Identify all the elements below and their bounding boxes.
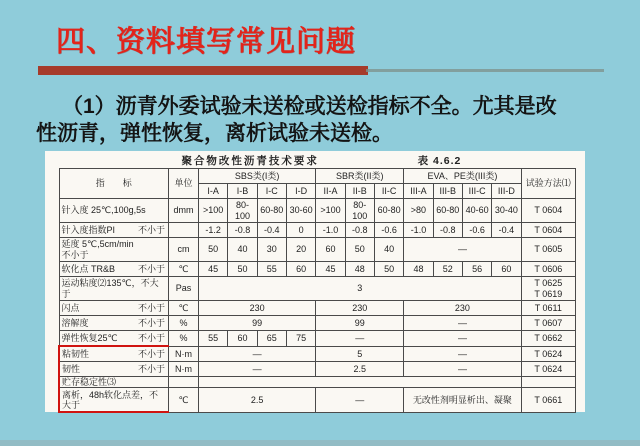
value-cell: 40-60 bbox=[462, 199, 491, 223]
col-header-class: III-D bbox=[492, 184, 521, 199]
value-cell: 60-80 bbox=[257, 199, 286, 223]
indicator-cell: 粘韧性 不小于 bbox=[59, 346, 169, 362]
value-cell bbox=[198, 377, 521, 388]
value-cell: — bbox=[198, 346, 315, 362]
value-cell: -0.6 bbox=[374, 223, 403, 238]
table-row bbox=[59, 388, 576, 413]
method-cell: T 0605 bbox=[521, 238, 575, 262]
col-header-class: III-C bbox=[462, 184, 491, 199]
value-cell: 30 bbox=[257, 238, 286, 262]
value-cell: 55 bbox=[257, 262, 286, 277]
unit-cell: ℃ bbox=[169, 301, 199, 316]
table-row bbox=[59, 262, 576, 277]
value-cell: -0.4 bbox=[492, 223, 521, 238]
table-row bbox=[59, 277, 576, 301]
value-cell: -0.8 bbox=[228, 223, 257, 238]
value-cell: 230 bbox=[316, 301, 404, 316]
table-row bbox=[59, 238, 576, 262]
value-cell: 0 bbox=[286, 223, 315, 238]
col-header-class: I-D bbox=[286, 184, 315, 199]
value-cell: — bbox=[404, 238, 521, 262]
table-number: 表 4.6.2 bbox=[417, 155, 462, 167]
col-header-class: III-B bbox=[433, 184, 462, 199]
value-cell: — bbox=[404, 346, 521, 362]
value-cell: 60-80 bbox=[433, 199, 462, 223]
value-cell: 60 bbox=[492, 262, 521, 277]
value-cell: -0.8 bbox=[345, 223, 374, 238]
indicator-cell: 溶解度 不小于 bbox=[59, 316, 169, 331]
value-cell: 3 bbox=[198, 277, 521, 301]
unit-cell: N·m bbox=[169, 346, 199, 362]
unit-cell: Pas bbox=[169, 277, 199, 301]
value-cell: >100 bbox=[316, 199, 345, 223]
method-cell: T 0604 bbox=[521, 223, 575, 238]
table-caption bbox=[45, 151, 585, 168]
unit-cell: ℃ bbox=[169, 262, 199, 277]
method-cell: T 0611 bbox=[521, 301, 575, 316]
value-cell: 30-40 bbox=[492, 199, 521, 223]
value-cell: 65 bbox=[257, 331, 286, 347]
unit-cell bbox=[169, 377, 199, 388]
col-header-class: II-C bbox=[374, 184, 403, 199]
value-cell: 50 bbox=[374, 262, 403, 277]
col-header-group: EVA、PE类(III类) bbox=[404, 169, 521, 184]
value-cell: 40 bbox=[374, 238, 403, 262]
unit-cell bbox=[169, 223, 199, 238]
value-cell: 75 bbox=[286, 331, 315, 347]
value-cell: — bbox=[316, 331, 404, 347]
unit-cell: ℃ bbox=[169, 388, 199, 413]
value-cell: 56 bbox=[462, 262, 491, 277]
value-cell: -0.6 bbox=[462, 223, 491, 238]
value-cell: 5 bbox=[316, 346, 404, 362]
value-cell: 50 bbox=[345, 238, 374, 262]
unit-cell: cm bbox=[169, 238, 199, 262]
value-cell: 45 bbox=[198, 262, 227, 277]
table-panel bbox=[45, 151, 585, 412]
indicator-cell: 软化点 TR&B 不小于 bbox=[59, 262, 169, 277]
indicator-cell: 离析，48h软化点差，不 大于 bbox=[59, 388, 169, 413]
title-underline-extension bbox=[366, 69, 604, 72]
table-row bbox=[59, 199, 576, 223]
table-row bbox=[59, 316, 576, 331]
value-cell: 30-60 bbox=[286, 199, 315, 223]
indicator-cell: 运动粘度⑵135℃，不大 于 bbox=[59, 277, 169, 301]
value-cell: 60 bbox=[286, 262, 315, 277]
method-cell: T 0606 bbox=[521, 262, 575, 277]
table-row bbox=[59, 346, 576, 362]
method-cell: T 0661 bbox=[521, 388, 575, 413]
table-row bbox=[59, 377, 576, 388]
value-cell: 无改性剂明显析出、凝聚 bbox=[404, 388, 521, 413]
unit-cell: dmm bbox=[169, 199, 199, 223]
value-cell: — bbox=[316, 388, 404, 413]
value-cell: 50 bbox=[228, 262, 257, 277]
col-header-method: 试验方法⑴ bbox=[521, 169, 575, 199]
col-header-unit: 单位 bbox=[169, 169, 199, 199]
value-cell: 45 bbox=[316, 262, 345, 277]
value-cell: 80-100 bbox=[345, 199, 374, 223]
col-header-indicator: 指 标 bbox=[59, 169, 169, 199]
value-cell: — bbox=[404, 316, 521, 331]
value-cell: -1.2 bbox=[198, 223, 227, 238]
spec-table bbox=[58, 168, 576, 413]
method-cell: T 0604 bbox=[521, 199, 575, 223]
table-row bbox=[59, 223, 576, 238]
value-cell: 48 bbox=[345, 262, 374, 277]
value-cell: 230 bbox=[198, 301, 315, 316]
method-cell: T 0625 T 0619 bbox=[521, 277, 575, 301]
method-cell: T 0624 bbox=[521, 346, 575, 362]
unit-cell: % bbox=[169, 316, 199, 331]
value-cell: >80 bbox=[404, 199, 433, 223]
col-header-class: I-C bbox=[257, 184, 286, 199]
body-paragraph bbox=[36, 93, 616, 147]
value-cell: 99 bbox=[198, 316, 315, 331]
value-cell: >100 bbox=[198, 199, 227, 223]
value-cell: 50 bbox=[198, 238, 227, 262]
value-cell: — bbox=[198, 362, 315, 377]
col-header-class: I-B bbox=[228, 184, 257, 199]
value-cell: 60 bbox=[228, 331, 257, 347]
col-header-class: III-A bbox=[404, 184, 433, 199]
col-header-class: II-A bbox=[316, 184, 345, 199]
indicator-cell: 贮存稳定性⑶ bbox=[59, 377, 169, 388]
value-cell: 40 bbox=[228, 238, 257, 262]
value-cell: 48 bbox=[404, 262, 433, 277]
method-cell: T 0624 bbox=[521, 362, 575, 377]
col-header-class: II-B bbox=[345, 184, 374, 199]
table-row bbox=[59, 331, 576, 347]
paragraph-line-1: （1）沥青外委试验未送检或送检指标不全。尤其是改 bbox=[62, 95, 557, 118]
value-cell: -0.8 bbox=[433, 223, 462, 238]
method-cell bbox=[521, 377, 575, 388]
col-header-class: I-A bbox=[198, 184, 227, 199]
value-cell: 55 bbox=[198, 331, 227, 347]
value-cell: 230 bbox=[404, 301, 521, 316]
indicator-cell: 韧性 不小于 bbox=[59, 362, 169, 377]
col-header-group: SBS类(I类) bbox=[198, 169, 315, 184]
indicator-cell: 针入度 25℃,100g,5s bbox=[59, 199, 169, 223]
value-cell: 99 bbox=[316, 316, 404, 331]
value-cell: 2.5 bbox=[316, 362, 404, 377]
table-row bbox=[59, 362, 576, 377]
value-cell: 60-80 bbox=[374, 199, 403, 223]
value-cell: -1.0 bbox=[404, 223, 433, 238]
value-cell: 20 bbox=[286, 238, 315, 262]
value-cell: — bbox=[404, 362, 521, 377]
table-row bbox=[59, 301, 576, 316]
paragraph-line-2: 性沥青，弹性恢复，离析试验未送检。 bbox=[36, 122, 393, 145]
unit-cell: N·m bbox=[169, 362, 199, 377]
method-cell: T 0662 bbox=[521, 331, 575, 347]
header-row-groups bbox=[59, 169, 576, 184]
indicator-cell: 弹性恢复25℃ 不小于 bbox=[59, 331, 169, 347]
page-title: 四、资料填写常见问题 bbox=[56, 26, 357, 58]
method-cell: T 0607 bbox=[521, 316, 575, 331]
value-cell: 52 bbox=[433, 262, 462, 277]
col-header-group: SBR类(II类) bbox=[316, 169, 404, 184]
value-cell: 2.5 bbox=[198, 388, 315, 413]
value-cell: -1.0 bbox=[316, 223, 345, 238]
value-cell: -0.4 bbox=[257, 223, 286, 238]
value-cell: — bbox=[404, 331, 521, 347]
title-underline-bar bbox=[38, 66, 368, 75]
indicator-cell: 延度 5℃,5cm/min 不小于 bbox=[59, 238, 169, 262]
unit-cell: % bbox=[169, 331, 199, 347]
indicator-cell: 针入度指数PI 不小于 bbox=[59, 223, 169, 238]
photo-edge-strip bbox=[0, 440, 640, 446]
value-cell: 60 bbox=[316, 238, 345, 262]
indicator-cell: 闪点 不小于 bbox=[59, 301, 169, 316]
table-title: 聚合物改性沥青技术要求 bbox=[181, 155, 319, 167]
value-cell: 80-100 bbox=[228, 199, 257, 223]
